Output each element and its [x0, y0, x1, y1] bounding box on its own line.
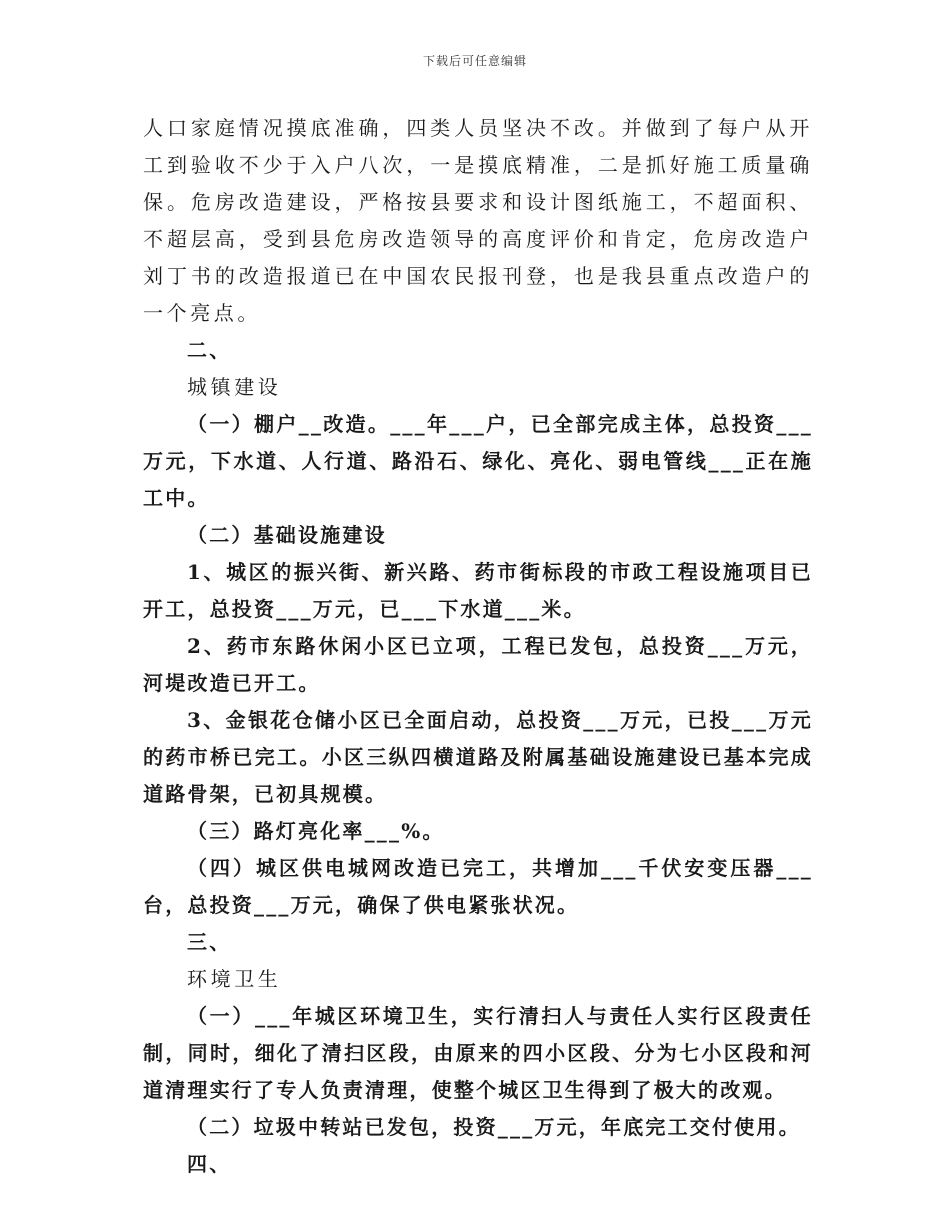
paragraph-sanitation: （一）___年城区环境卫生，实行清扫人与责任人实行区段责任制，同时，细化了清扫区段，由原来的四小区段、分为七小区段和河道清理实行了专人负责清理，使整个城区卫生得到了极大的改观。	[143, 1004, 813, 1102]
document-body	[143, 110, 813, 1183]
page-header: 下载后可任意编辑	[422, 54, 527, 68]
section-number-4: 四、	[187, 1152, 232, 1176]
paragraph-housing-summary: 人口家庭情况摸底准确，四类人员坚决不改。并做到了每户从开工到验收不少于入户八次，一是摸底精准，二是抓好施工质量确保。危房改造建设，严格按县要求和设计图纸施工，不超面积、不超层高，受到县危房改造领导的高度评价和肯定，危房改造户刘丁书的改造报道已在中国农民报刊登，也是我县重点改造户的一个亮点。	[143, 116, 813, 325]
paragraph-shanty-renovation: （一）棚户__改造。___年___户，已全部完成主体，总投资___万元，下水道、人行道、路沿石、绿化、亮化、弱电管线___正在施工中。	[143, 412, 813, 510]
paragraph-item-1: 1、城区的振兴街、新兴路、药市街标段的市政工程设施项目已开工，总投资___万元，已___下水道___米。	[143, 560, 813, 621]
subsection-infrastructure: （二）基础设施建设	[187, 523, 387, 547]
section-title-environment: 环境卫生	[187, 967, 282, 991]
section-number-2: 二、	[187, 338, 232, 362]
paragraph-transfer-station: （二）垃圾中转站已发包，投资___万元，年底完工交付使用。	[187, 1115, 801, 1139]
paragraph-item-2: 2、药市东路休闲小区已立项，工程已发包，总投资___万元，河堤改造已开工。	[143, 634, 813, 695]
paragraph-street-lighting: （三）路灯亮化率___%。	[187, 819, 445, 843]
section-number-3: 三、	[187, 930, 232, 954]
paragraph-item-3: 3、金银花仓储小区已全面启动，总投资___万元，已投___万元的药市桥已完工。小区三纵四横道路及附属基础设施建设已基本完成道路骨架，已初具规模。	[143, 708, 813, 806]
paragraph-power-grid: （四）城区供电城网改造已完工，共增加___千伏安变压器___台，总投资___万元，确保了供电紧张状况。	[143, 856, 813, 917]
section-title-town-construction: 城镇建设	[187, 375, 282, 399]
